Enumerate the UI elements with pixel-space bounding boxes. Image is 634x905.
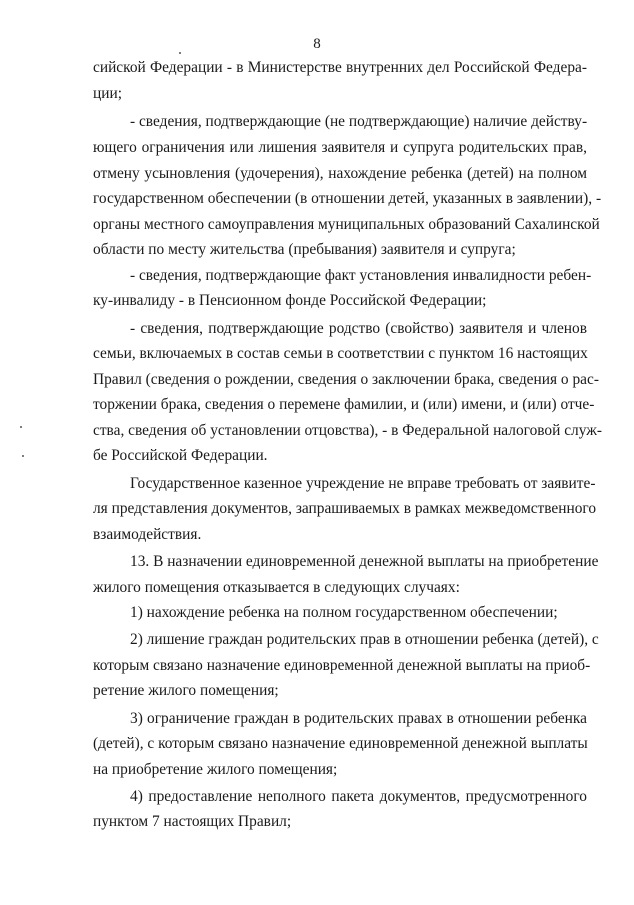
- text-line: пунктом 7 настоящих Правил;: [93, 813, 292, 830]
- text-line: ции;: [93, 85, 122, 102]
- text-line: сийской Федерации - в Министерстве внутренних дел Российской Федера-: [93, 59, 587, 76]
- text-line: ства, сведения об установлении отцовства), - в Федеральной налоговой служ-: [93, 422, 602, 439]
- text-line: органы местного самоуправления муниципальных образований Сахалинской: [93, 216, 600, 233]
- text-line: ля представления документов, запрашиваемых в рамках межведомственного: [93, 500, 597, 517]
- text-line: - сведения, подтверждающие (не подтверждающие) наличие действу-: [130, 113, 588, 130]
- text-line: государственном обеспечении (в отношении детей, указанных в заявлении), -: [93, 190, 602, 207]
- text-line: ку-инвалиду - в Пенсионном фонде Российской Федерации;: [93, 292, 487, 309]
- text-line: 3) ограничение граждан в родительских правах в отношении ребенка: [130, 710, 587, 727]
- scan-speck: [20, 426, 22, 428]
- text-line: взаимодействия.: [93, 526, 202, 543]
- text-line: торжении брака, сведения о перемене фамилии, и (или) имени, и (или) отче-: [93, 396, 595, 413]
- text-line: семьи, включаемых в состав семьи в соответствии с пунктом 16 настоящих: [93, 345, 588, 362]
- text-line: ющего ограничения или лишения заявителя и супруга родительских прав,: [93, 139, 587, 156]
- text-line: области по месту жительства (пребывания) заявителя и супруга;: [93, 241, 516, 258]
- page-number: 8: [313, 36, 321, 52]
- text-line: 1) нахождение ребенка на полном государственном обеспечении;: [130, 604, 558, 621]
- text-line: на приобретение жилого помещения;: [93, 761, 338, 778]
- text-line: - сведения, подтверждающие факт установления инвалидности ребен-: [130, 267, 592, 284]
- text-line: 2) лишение граждан родительских прав в отношении ребенка (детей), с: [130, 631, 599, 648]
- text-line: 13. В назначении единовременной денежной выплаты на приобретение: [130, 553, 599, 570]
- scan-speck: [179, 52, 181, 54]
- text-line: отмену усыновления (удочерения), нахождение ребенка (детей) на полном: [93, 165, 587, 182]
- text-line: Государственное казенное учреждение не вправе требовать от заявите-: [130, 475, 596, 492]
- text-line: ретение жилого помещения;: [93, 682, 279, 699]
- text-line: бе Российской Федерации.: [93, 447, 268, 464]
- text-line: Правил (сведения о рождении, сведения о заключении брака, сведения о рас-: [93, 371, 599, 388]
- text-line: которым связано назначение единовременной денежной выплаты на приоб-: [93, 657, 591, 674]
- text-line: - сведения, подтверждающие родство (свойство) заявителя и членов: [130, 320, 587, 337]
- text-line: (детей), с которым связано назначение единовременной денежной выплаты: [93, 735, 588, 752]
- text-line: жилого помещения отказывается в следующих случаях:: [93, 579, 460, 596]
- text-line: 4) предоставление неполного пакета документов, предусмотренного: [130, 788, 587, 805]
- scan-speck: [22, 455, 24, 457]
